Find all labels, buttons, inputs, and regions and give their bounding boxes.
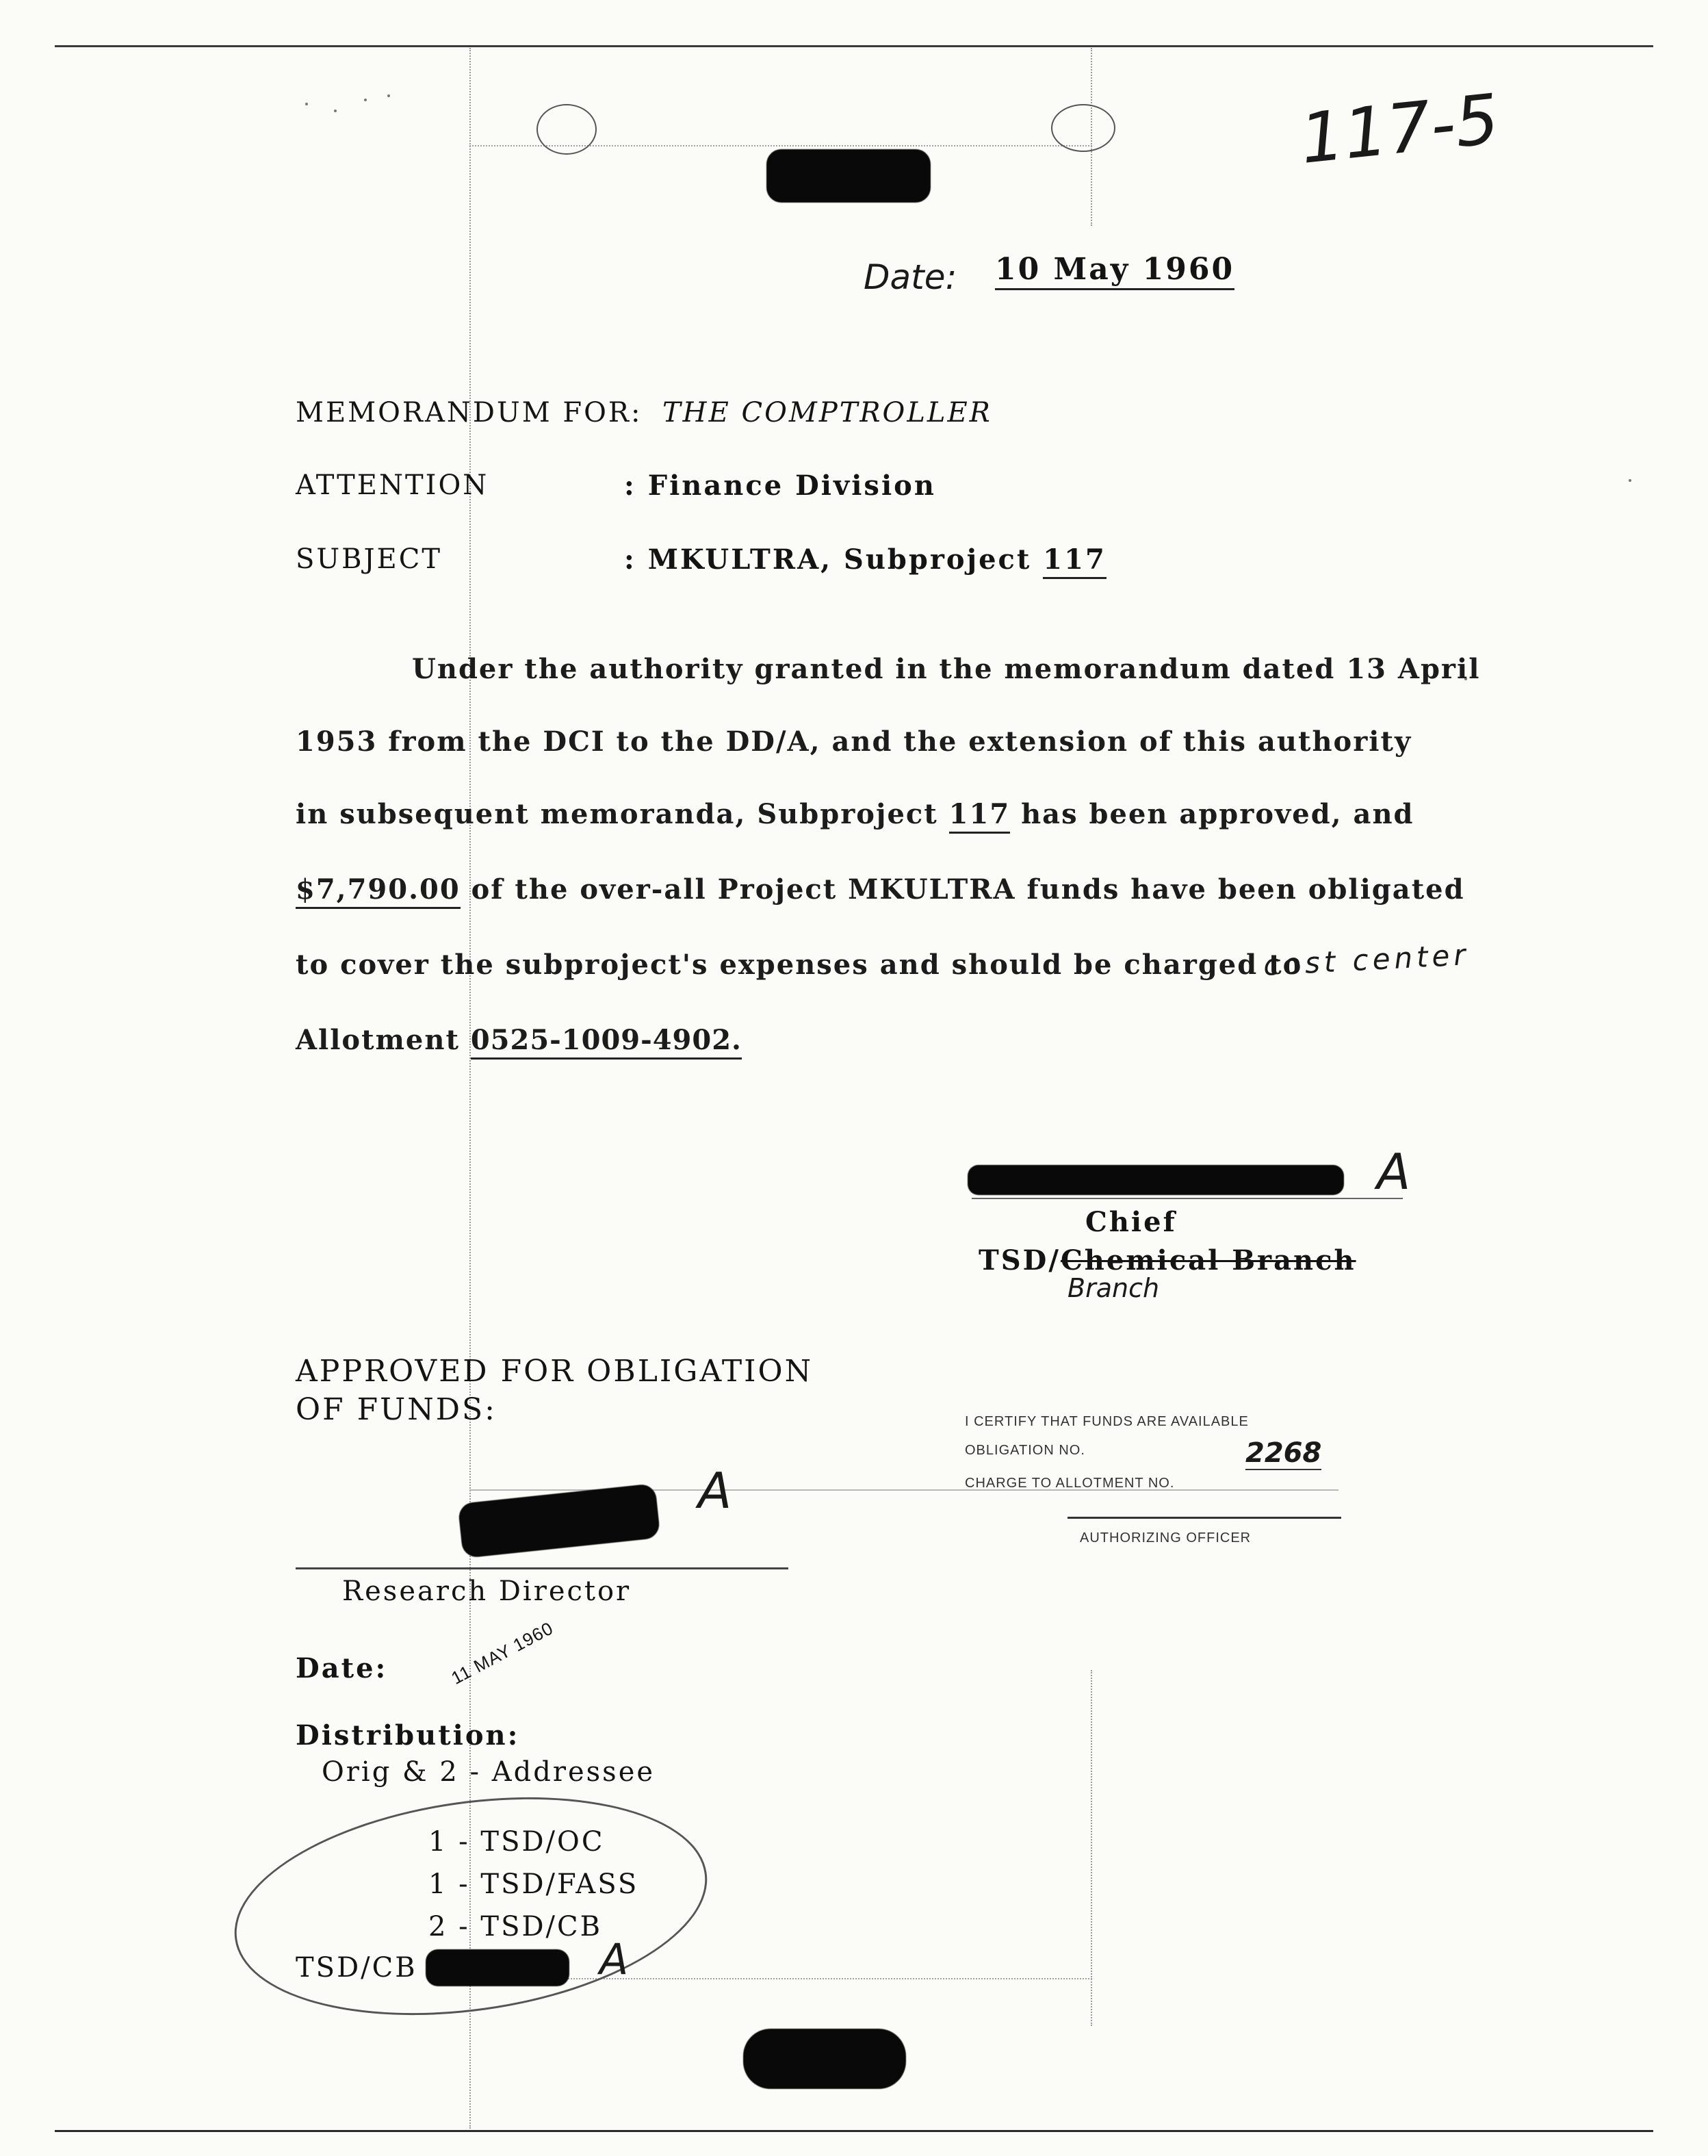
signature-title: Chief [1085,1206,1177,1238]
handwritten-cost-center: cost center [1262,938,1471,982]
body-line-3-text: in subsequent memoranda, Subproject [296,798,949,830]
subject-label: SUBJECT [296,543,443,575]
body-line-6 [296,1024,742,1056]
distribution-ellipse [220,1769,721,2043]
scan-speck [334,110,337,112]
subject-value [624,543,1107,576]
certify-stamp-line-1: I CERTIFY THAT FUNDS ARE AVAILABLE [965,1414,1249,1429]
body-line-3 [296,798,1414,830]
memo-date: 10 May 1960 [995,252,1234,290]
top-edge-line [55,45,1653,47]
handwritten-page-number: 117-5 [1296,79,1503,179]
subject-text: : MKULTRA, Subproject [624,543,1044,576]
approval-date-stamp: 11 MAY 1960 [448,1617,557,1689]
body-line-5: to cover the subproject's expenses and should be charged to [296,949,1303,981]
signature-line [972,1198,1403,1199]
attention-value: : Finance Division [624,470,936,502]
scan-speck [305,103,308,105]
signature-org [979,1244,1356,1276]
redaction-distribution [426,1949,569,1986]
date-label: Date: [864,257,957,297]
distribution-orig: Orig & 2 - Addressee [322,1756,656,1788]
body-line-4 [296,873,1465,906]
approver-signature-line [296,1567,788,1569]
obligated-amount: $7,790.00 [296,873,461,909]
body-line-3-text-end: has been approved, and [1010,798,1414,830]
body-subproject-number: 117 [949,798,1011,834]
certify-stamp-line-4: AUTHORIZING OFFICER [1080,1530,1252,1545]
approval-heading-1: APPROVED FOR OBLIGATION [296,1354,814,1389]
scan-speck [387,94,390,97]
redaction-top [766,149,931,203]
memo-for-label: MEMORANDUM FOR: [296,397,643,428]
scan-speck [364,99,367,101]
subject-number: 117 [1043,543,1107,579]
approver-initial: A [698,1462,732,1519]
distribution-initial: A [599,1934,629,1984]
certify-obligation-number: 2268 [1245,1437,1322,1469]
allotment-label: Allotment [296,1024,471,1056]
bottom-edge-line [55,2130,1653,2132]
distribution-item-3: 2 - TSD/CB [428,1911,603,1942]
certify-stamp-line-2: OBLIGATION NO. [965,1443,1085,1458]
memo-for-value: THE COMPTROLLER [662,397,992,428]
approval-date-label: Date: [296,1652,388,1684]
body-line-4-text: of the over-all Project MKULTRA funds have been obligated [460,873,1465,906]
signature-org-struck: Chemical Branch [1060,1244,1356,1276]
lower-guide-line [1091,1670,1092,2026]
distribution-item-2: 1 - TSD/FASS [428,1869,639,1900]
approver-title: Research Director [342,1576,632,1607]
redaction-signature [968,1165,1344,1195]
attention-label: ATTENTION [296,470,489,501]
certify-officer-line [1068,1517,1341,1519]
punch-hole-right [1051,104,1115,152]
allotment-number: 0525-1009-4902. [471,1024,742,1060]
redaction-approver [458,1483,661,1558]
approval-heading-2: OF FUNDS: [296,1392,497,1427]
redaction-bottom [743,2029,906,2089]
scan-speck [1629,479,1631,482]
distribution-item-1: 1 - TSD/OC [428,1826,605,1858]
certify-stamp-line-3: CHARGE TO ALLOTMENT NO. [965,1476,1175,1491]
distribution-footer-prefix: TSD/CB [296,1952,417,1984]
body-line-2: 1953 from the DCI to the DD/A, and the extension of this authority [296,726,1412,758]
signature-org-prefix: TSD/ [979,1244,1061,1276]
signature-initial: A [1377,1143,1411,1201]
signature-org-handwritten: Branch [1068,1273,1160,1303]
punch-hole-left [536,104,597,155]
distribution-label: Distribution: [296,1719,520,1751]
body-line-1: Under the authority granted in the memorandum dated 13 April [412,653,1481,685]
